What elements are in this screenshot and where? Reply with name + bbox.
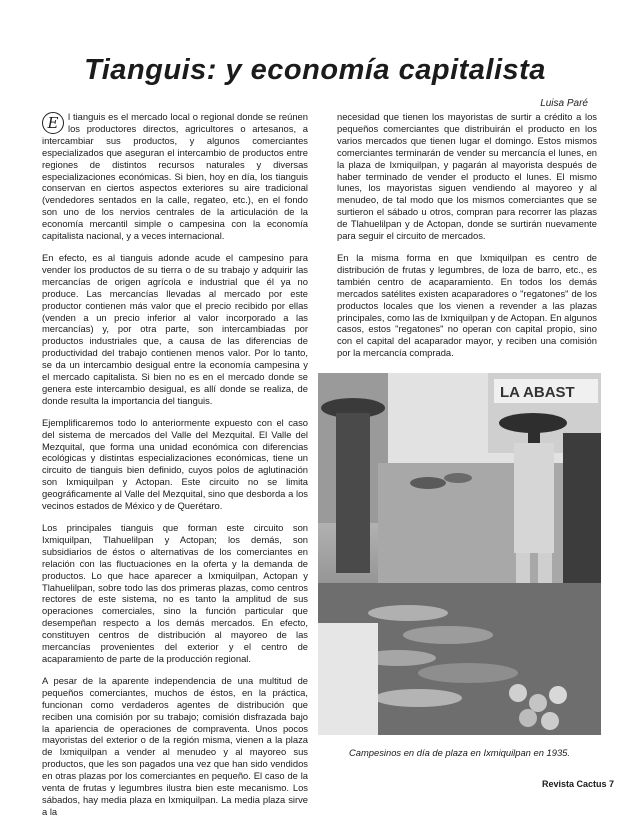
market-photo xyxy=(318,373,601,735)
paragraph-5: A pesar de la aparente independencia de una multitud de pequeños comerciantes, muchos de éstos, en la práctica, funcionan como verdaderos agentes de distribución que reciben una comisión por su trabajo; comisión disfrazada bajo la apariencia de operaciones de compraventa. Unos pocos mayoristas del exterior o de la región misma, vienen a la plaza de Ixmiquilpan a vender al menudeo y al mayoreo sus productos, que les son pagados una vez que han sido vendidos en otras plazas por los comerciantes en pequeño. El caso de la venta de frutas y legumbres ilustra bien este mecanismo. Los sábados, hay media plaza en Ixmiquilpan. La media plaza sirve a la xyxy=(42,674,308,817)
article-title: Tianguis: y economía capitalista xyxy=(84,54,546,86)
paragraph-1-text: l tianguis es el mercado local o regional donde se reúnen los productores directos, agricultores o artesanos, a intercambiar sus productos, y algunos comerciantes especializados que aseguran el intercambio de productos entre regiones de distintos recursos naturales y diversas especializaciones económicas. Si bien, hoy en día, los tianguis conservan en ciertos aspectos exteriores su aire tradicional (vendedores sentados en la calle, regateo, etc.), en el fondo son uno de los nervios centrales de la articulación de la economía mercantil simple o campesina con la economía capitalista nacional, y a veces internacional. xyxy=(42,111,308,242)
photo-caption: Campesinos en día de plaza en Ixmiquilpan en 1935. xyxy=(349,747,570,758)
paragraph-4: Los principales tianguis que forman este circuito son Ixmiquilpan, Tlahuelilpan y Actopan; los demás, son subsidiarios de éstos o alternativas de los comerciantes en relación con las fluctuaciones en la oferta y la demanda de productos. Lo que hace aparecer a Ixmiquilpan, Actopan y Tlahuelilpan, sobre todo las dos primeras plazas, como centros rectores de este sistema, no es tanto la amplitud de sus operaciones comerciales, sino la función particular que desempeñan respecto a los demás mercados. En efecto, constituyen centros de distribución al mayoreo de las mercancías provenientes del exterior y el centro de acaparamiento de parte de la producción regional. xyxy=(42,522,308,664)
paragraph-1 xyxy=(42,111,308,242)
right-column xyxy=(337,111,597,369)
author-name: Luisa Paré xyxy=(540,98,588,109)
paragraph-6: necesidad que tienen los mayoristas de surtir a crédito a los pequeños comerciantes que distribuirán el producto en los varios mercados que tienen lugar el domingo. Estos mismos comerciantes terminarán de vender su mercancía el lunes, en la plaza de Ixmiquilpan, y pagarán al mayorista después de haber terminado de vender el producto el lunes. El mismo lunes, los mayoristas siguen vendiendo al mayoreo y al menudeo, de tal modo que los mismos comerciantes que se surtieron el sábado u otros, compran para recorrer las plazas de Tlahuelilpan y de Actopan, donde se surtirán nuevamente para seguir el circuito de mercados. xyxy=(337,111,597,242)
left-column xyxy=(42,111,308,828)
shop-sign-text: LA ABAST xyxy=(500,384,575,401)
paragraph-7: En la misma forma en que Ixmiquilpan es centro de distribución de frutas y legumbres, de loza de barro, etc., es también centro de acaparamiento. En todos los demás mercados satélites existen acaparadores o "regatones" de los productos locales que los vienen a revender a las plazas principales, como las de Ixmiquilpan y de Actopan. En algunos casos, estos "regatones" no operan con capital propio, sino con el capital del acaparador mayor, y reciben una comisión por la mercancía comprada. xyxy=(337,251,597,359)
drop-cap: E xyxy=(42,112,64,134)
paragraph-3: Ejemplificaremos todo lo anteriormente expuesto con el caso del sistema de mercados del Valle del Mezquital. El Valle del Mezquital, que forma una unidad económica con diferencias ecológicas y distintas especializaciones económicas, tiene un circuito de tianguis bien definido, cuyos polos de aglutinación son Ixmiquilpan y Actopan. Este circuito no se limita geográficamente al Valle del Mezquital, sino que desborda a los vecinos estados de México y de Querétaro. xyxy=(42,416,308,512)
page-footer: Revista Cactus 7 xyxy=(541,779,614,789)
market-scene-illustration xyxy=(318,373,601,735)
paragraph-2: En efecto, es al tianguis adonde acude el campesino para vender los productos de su tierra o de su trabajo y adquirir las mercancías de origen agrícola e industrial que él ya no produce. Las mercancías llevadas al mercado por este productor contienen más valor que el precio recibido por ellas (venden a un precio inferior al valor incorporado a las mercancías) y, por otra parte, son intercambiadas por productos industriales que, a causa de las diferencias de productividad del trabajo contienen menos valor. Por lo tanto, se da un intercambio desigual entre la economía campesina y el mercado capitalista. Si bien no es en el mercado donde se genera este intercambio desigual, es allí donde se realiza, de donde resulta la importancia del tianguis. xyxy=(42,251,308,406)
